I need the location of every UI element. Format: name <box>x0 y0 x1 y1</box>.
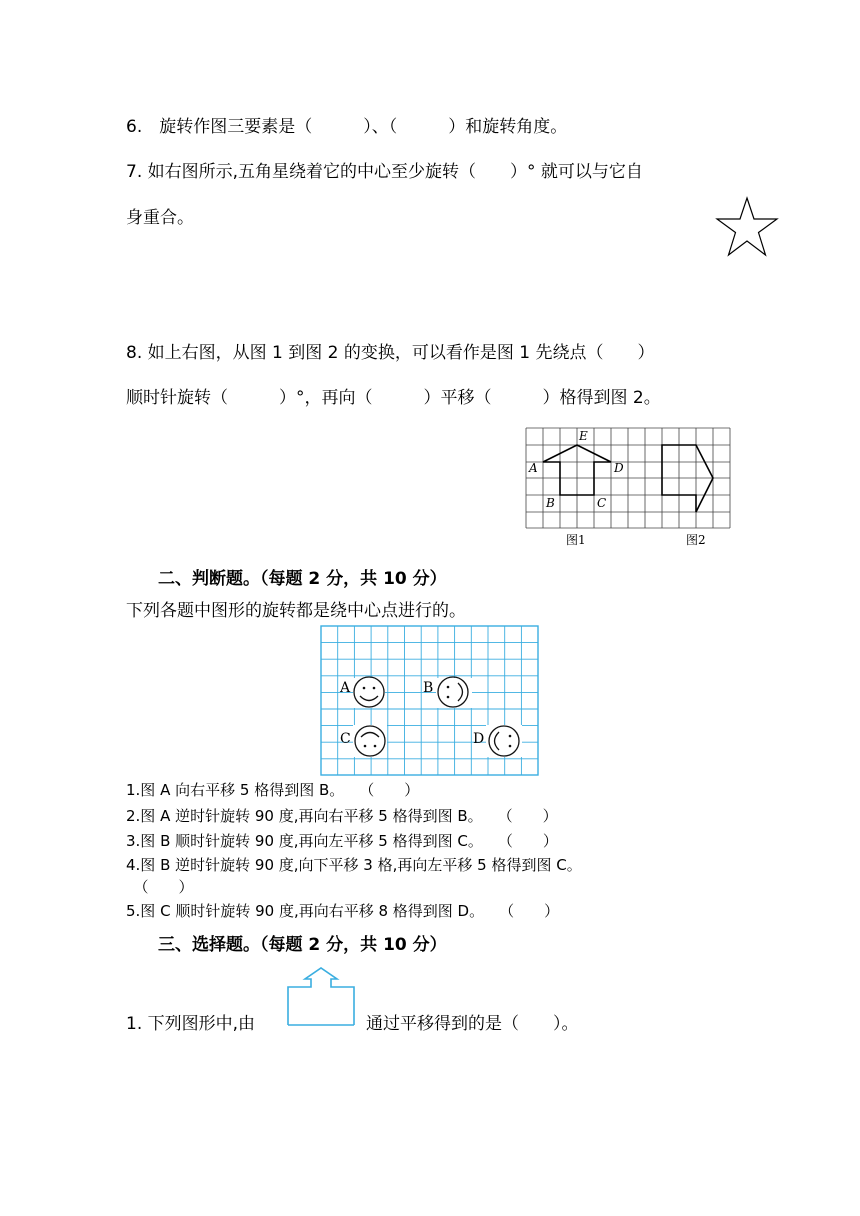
face-label-c: C <box>340 731 351 747</box>
point-label-e: E <box>579 429 588 443</box>
judge-item-2: 2.图 A 逆时针旋转 90 度,再向右平移 5 格得到图 B。 （ ） <box>126 807 558 825</box>
faces-grid-figure <box>320 625 540 777</box>
choice-q1-prefix: 1. 下列图形中,由 <box>126 1014 256 1034</box>
arrow-house-shape-icon <box>287 966 357 1028</box>
point-label-a: A <box>529 461 538 475</box>
question-7-line1: 7. 如右图所示,五角星绕着它的中心至少旋转（ ）° 就可以与它自 <box>126 162 643 182</box>
face-b <box>436 677 472 708</box>
choice-q1-suffix: 通过平移得到的是（ ）。 <box>366 1014 579 1034</box>
figure-2-shape <box>662 445 713 512</box>
judge-item-4: 4.图 B 逆时针旋转 90 度,向下平移 3 格,再向左平移 5 格得到图 C。 <box>126 856 582 874</box>
question-6: 6. 旋转作图三要素是（ ）、（ ）和旋转角度。 <box>126 117 568 137</box>
question-8-line1: 8. 如上右图，从图 1 到图 2 的变换，可以看作是图 1 先绕点（ ） <box>126 343 655 363</box>
face-c <box>353 725 387 757</box>
caption-figure-2: 图2 <box>686 533 706 547</box>
face-label-a: A <box>340 680 351 696</box>
section-choice-title: 三、选择题。（每题 2 分，共 10 分） <box>158 935 447 955</box>
judge-item-5: 5.图 C 顺时针旋转 90 度,再向右平移 8 格得到图 D。 （ ） <box>126 902 560 920</box>
point-label-d: D <box>614 461 624 475</box>
point-label-c: C <box>597 496 607 510</box>
star-icon <box>716 197 778 257</box>
face-label-d: D <box>473 731 485 747</box>
judge-item-3: 3.图 B 顺时针旋转 90 度,再向左平移 5 格得到图 C。 （ ） <box>126 832 558 850</box>
judge-intro: 下列各题中图形的旋转都是绕中心点进行的。 <box>126 601 466 621</box>
transform-grid-figure <box>524 426 734 550</box>
caption-figure-1: 图1 <box>566 533 586 547</box>
judge-item-1: 1.图 A 向右平移 5 格得到图 B。 （ ） <box>126 781 420 799</box>
judge-item-4-answer: （ ） <box>126 878 194 896</box>
question-7-line2: 身重合。 <box>126 208 194 228</box>
section-judge-title: 二、判断题。（每题 2 分，共 10 分） <box>158 569 447 589</box>
question-8-line2: 顺时针旋转（ ）°，再向（ ）平移（ ）格得到图 2。 <box>126 388 661 408</box>
face-a <box>353 677 385 708</box>
face-d <box>486 725 522 757</box>
face-label-b: B <box>423 680 434 696</box>
point-label-b: B <box>546 496 555 510</box>
